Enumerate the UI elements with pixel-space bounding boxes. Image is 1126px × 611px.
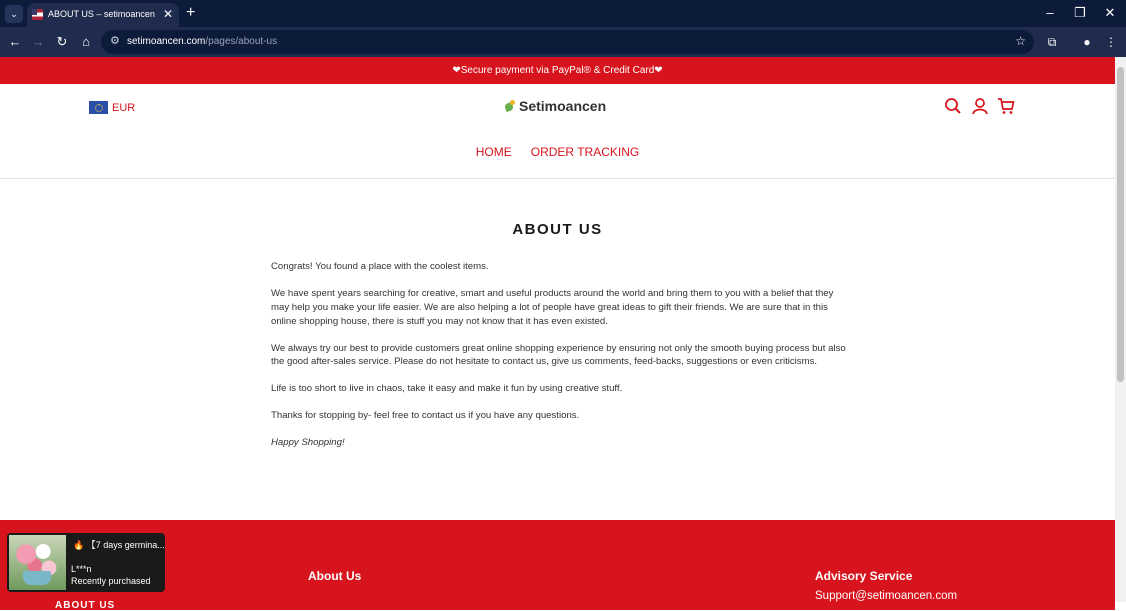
currency-label: EUR [112,101,136,114]
back-icon[interactable]: ← [8,34,22,49]
popup-status: Recently purchased [71,576,151,586]
product-thumbnail [9,535,66,590]
browser-tab-bar [0,0,1126,27]
popup-product-title [73,538,165,551]
footer-advisory-heading: Advisory Service [815,569,913,583]
eu-flag-icon [89,101,108,114]
nav-home[interactable]: HOME [475,145,512,159]
currency-selector[interactable] [89,101,135,114]
header-divider [0,178,1115,179]
site-info-icon[interactable]: ⚙ [110,35,120,47]
browser-tab[interactable] [27,3,179,27]
reload-icon[interactable]: ↻ [56,34,68,49]
page-title: ABOUT US [512,221,603,238]
restore-icon[interactable]: ❐ [1074,5,1086,20]
address-bar[interactable] [101,30,1034,54]
bookmark-star-icon[interactable]: ☆ [1015,34,1026,48]
url-path: /pages/about-us [205,36,278,47]
tab-favicon-icon [32,9,43,20]
support-email-link[interactable]: Support@setimoancen.com [815,590,958,602]
browser-toolbar [0,27,1126,57]
fire-icon: 🔥 [73,540,85,550]
footer-about-link[interactable]: ABOUT US [55,600,116,611]
search-icon[interactable] [944,97,962,115]
paragraph: Life is too short to live in chaos, take it easy and make it fun by using creative stuff. [271,383,623,395]
tab-search-dropdown[interactable]: ⌄ [5,5,23,23]
tab-close-icon[interactable]: ✕ [162,7,173,21]
browser-menu-icon[interactable]: ⋮ [1105,35,1117,49]
recent-purchase-popup[interactable] [7,533,165,592]
page-scrollbar[interactable] [1115,57,1126,602]
account-icon[interactable] [971,97,989,115]
minimize-icon[interactable]: – [1046,5,1054,20]
page-viewport [0,57,1115,611]
popup-buyer: L***n [71,564,92,574]
extensions-icon[interactable]: ⧉ [1047,35,1057,49]
nav-order-tracking[interactable]: ORDER TRACKING [530,145,640,159]
footer [0,520,1115,610]
scrollbar-thumb[interactable] [1117,67,1124,382]
store-name: Setimoancen [519,98,607,114]
store-logo[interactable] [505,98,606,114]
tab-title: ABOUT US – setimoancen [48,9,155,19]
url-host: setimoancen.com [127,36,206,47]
paragraph: We have spent years searching for creative, smart and useful products around the world and bring them to you with a belief that they may help you make your life easier. We are also helping a lot of people have great ideas to gift their friends. We are sure that in this online shopping house, there is stuff you may not know that it has even existed. [271,287,834,327]
close-window-icon[interactable]: ✕ [1104,5,1116,20]
leaf-logo-icon [505,100,517,112]
main-navigation [0,145,1115,159]
forward-icon[interactable]: → [31,34,45,49]
home-icon[interactable]: ⌂ [82,34,90,49]
url-text[interactable] [127,36,277,47]
paragraph: Thanks for stopping by- feel free to contact us if you have any questions. [271,410,580,422]
paragraph: Congrats! You found a place with the coolest items. [271,261,489,272]
popup-product-name: 【7 days germina... [86,540,165,550]
announcement-bar: ❤Secure payment via PayPal® & Credit Card❤ [0,57,1115,84]
closing-line: Happy Shopping! [271,437,345,449]
cart-icon[interactable] [997,97,1015,115]
profile-icon[interactable]: ● [1083,35,1091,49]
about-content [271,260,851,463]
footer-about-heading: About Us [308,569,362,583]
paragraph: We always try our best to provide customers great online shopping experience by ensuring not only the smooth buying process but also the good after-sales service. Please do not hesitate to contact us, give us comments, feed-backs, suggestions or even criticisms. [271,342,846,368]
new-tab-button[interactable]: + [186,4,196,21]
